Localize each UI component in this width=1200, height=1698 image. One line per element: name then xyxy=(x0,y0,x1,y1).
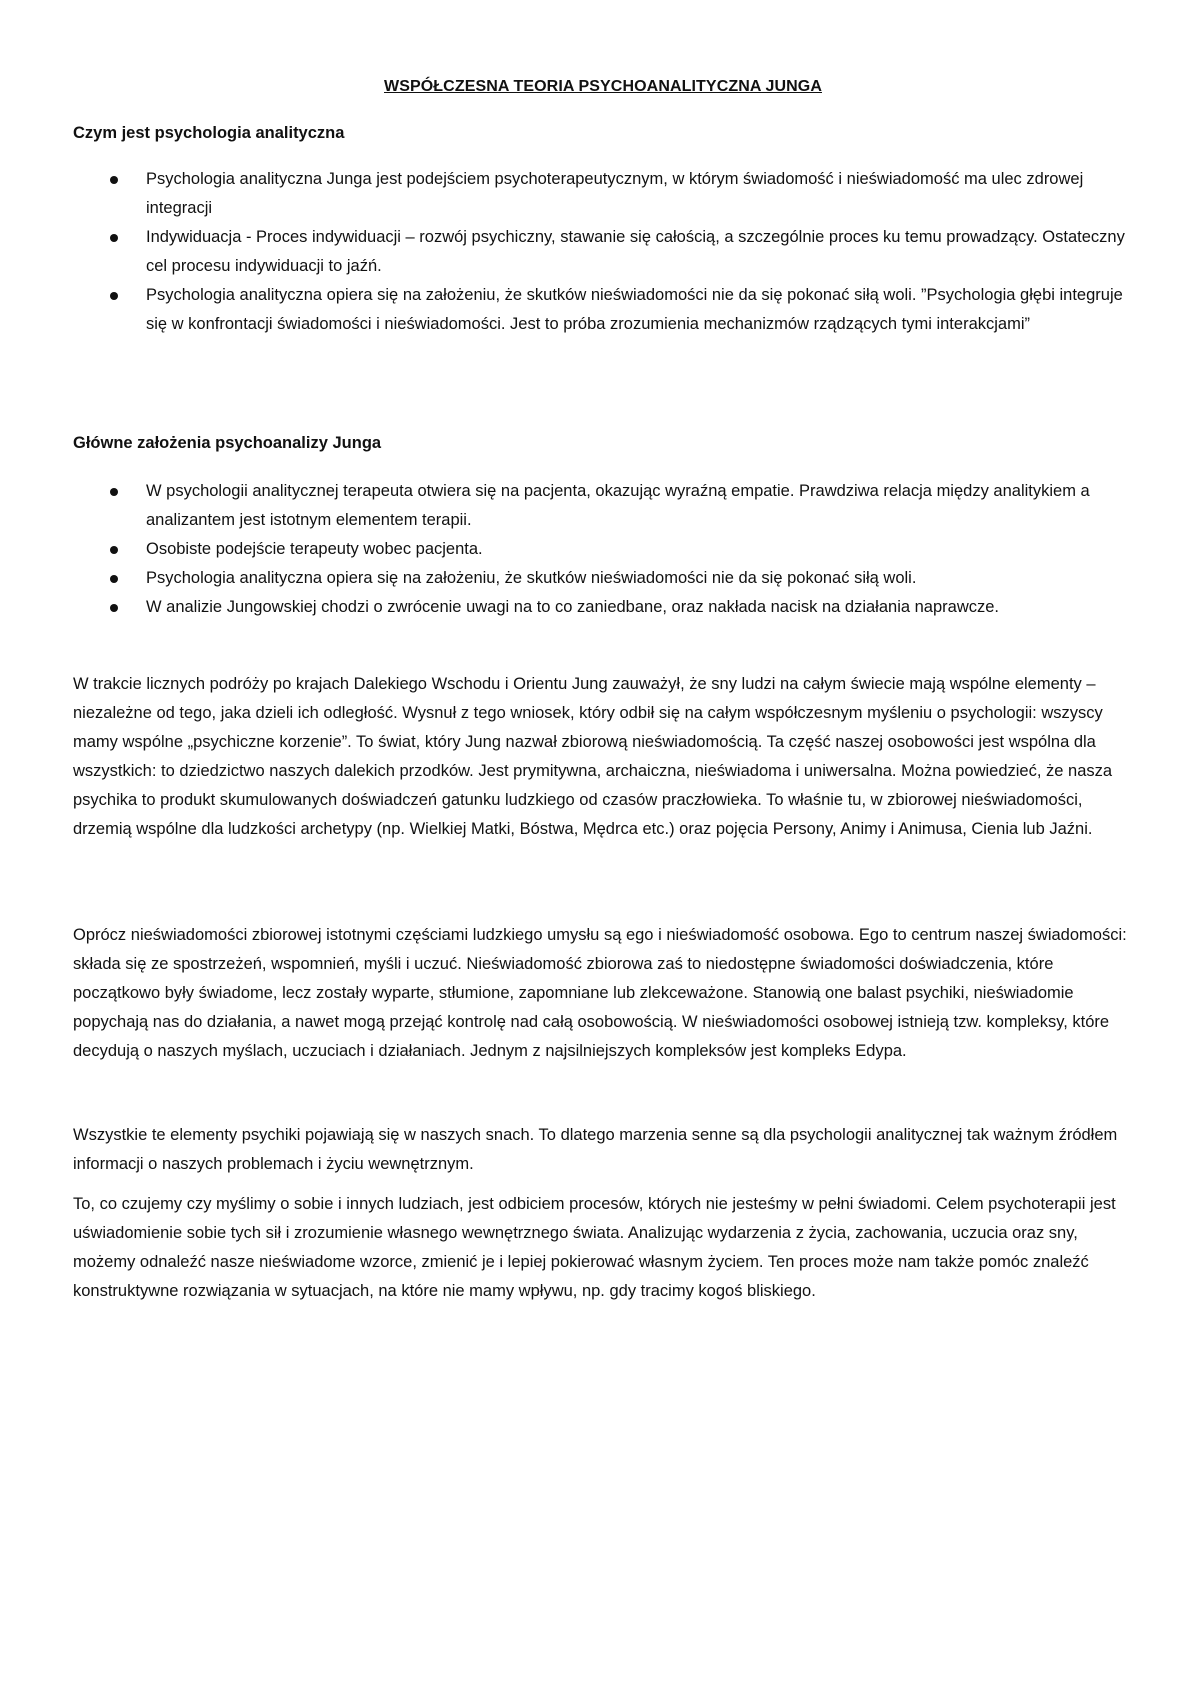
list-item xyxy=(73,564,1133,593)
bullet-icon xyxy=(110,488,118,496)
body-paragraph: W trakcie licznych podróży po krajach Dalekiego Wschodu i Orientu Jung zauważył, że sny ludzi na całym świecie mają wspólne elementy – niezależne od tego, jaka dzieli ich odległość. Wysnuł z tego wniosek, który odbił się na całym współczesnym myśleniu o psychologii: wszyscy mamy wspólne „psychiczne korzenie”. To świat, który Jung nazwał zbiorową nieświadomością. Ta część naszej osobowości jest wspólna dla wszystkich: to dziedzictwo naszych dalekich przodków. Jest prymitywna, archaiczna, nieświadoma i uniwersalna. Można powiedzieć, że nasza psychika to produkt skumulowanych doświadczeń gatunku ludzkiego od czasów praczłowieka. To właśnie tu, w zbiorowej nieświadomości, drzemią wspólne dla ludzkości archetypy (np. Wielkiej Matki, Bóstwa, Mędrca etc.) oraz pojęcia Persony, Animy i Animusa, Cienia lub Jaźni. xyxy=(73,675,1113,838)
document-title: WSPÓŁCZESNA TEORIA PSYCHOANALITYCZNA JUNGA xyxy=(384,78,822,95)
body-paragraph: To, co czujemy czy myślimy o sobie i innych ludziach, jest odbiciem procesów, których nie jesteśmy w pełni świadomi. Celem psychoterapii jest uświadomienie sobie tych sił i zrozumienie własnego wewnętrznego świata. Analizując wydarzenia z życia, zachowania, uczucia oraz sny, możemy odnaleźć nasze nieświadome wzorce, zmienić je i lepiej pokierować własnym życiem. Ten proces może nam także pomóc znaleźć konstruktywne rozwiązania w sytuacjach, na które nie mamy wpływu, np. gdy tracimy kogoś bliskiego. xyxy=(73,1195,1116,1300)
bullet-list-main-assumptions xyxy=(73,477,1133,622)
bullet-icon xyxy=(110,176,118,184)
list-item-text: Psychologia analityczna opiera się na założeniu, że skutków nieświadomości nie da się pokonać siłą woli. xyxy=(146,569,917,587)
list-item-text: Indywiduacja - Proces indywiduacji – rozwój psychiczny, stawanie się całością, a szczególnie proces ku temu prowadzący. Ostateczny cel procesu indywiduacji to jaźń. xyxy=(146,228,1125,275)
list-item xyxy=(73,281,1133,339)
section-heading-main-assumptions: Główne założenia psychoanalizy Junga xyxy=(73,434,382,452)
list-item xyxy=(73,535,1133,564)
list-item xyxy=(73,223,1133,281)
bullet-icon xyxy=(110,546,118,554)
body-paragraph: Wszystkie te elementy psychiki pojawiają się w naszych snach. To dlatego marzenia senne są dla psychologii analitycznej tak ważnym źródłem informacji o naszych problemach i życiu wewnętrznym. xyxy=(73,1126,1118,1173)
list-item xyxy=(73,593,1133,622)
bullet-icon xyxy=(110,234,118,242)
bullet-icon xyxy=(110,575,118,583)
list-item xyxy=(73,165,1133,223)
bullet-icon xyxy=(110,292,118,300)
list-item-text: Osobiste podejście terapeuty wobec pacjenta. xyxy=(146,540,483,558)
list-item-text: Psychologia analityczna opiera się na założeniu, że skutków nieświadomości nie da się pokonać siłą woli. ”Psychologia głębi integruje się w konfrontacji świadomości i nieświadomości. Jest to próba zrozumienia mechanizmów rządzących tymi interakcjami” xyxy=(146,286,1123,333)
bullet-list-what-is xyxy=(73,165,1133,339)
bullet-icon xyxy=(110,604,118,612)
section-heading-what-is: Czym jest psychologia analityczna xyxy=(73,124,345,142)
body-paragraph: Oprócz nieświadomości zbiorowej istotnymi częściami ludzkiego umysłu są ego i nieświadomość osobowa. Ego to centrum naszej świadomości: składa się ze spostrzeżeń, wspomnień, myśli i uczuć. Nieświadomość zbiorowa zaś to niedostępne świadomości doświadczenia, które początkowo były świadome, lecz zostały wyparte, stłumione, zapomniane lub zlekceważone. Stanowią one balast psychiki, nieświadomie popychają nas do działania, a nawet mogą przejąć kontrolę nad całą osobowością. W nieświadomości osobowej istnieją tzw. kompleksy, które decydują o naszych myślach, uczuciach i działaniach. Jednym z najsilniejszych kompleksów jest kompleks Edypa. xyxy=(73,926,1127,1060)
list-item-text: Psychologia analityczna Junga jest podejściem psychoterapeutycznym, w którym świadomość i nieświadomość ma ulec zdrowej integracji xyxy=(146,170,1084,217)
list-item-text: W analizie Jungowskiej chodzi o zwrócenie uwagi na to co zaniedbane, oraz nakłada nacisk na działania naprawcze. xyxy=(146,598,999,616)
list-item xyxy=(73,477,1133,535)
list-item-text: W psychologii analitycznej terapeuta otwiera się na pacjenta, okazując wyraźną empatie. Prawdziwa relacja między analitykiem a analizantem jest istotnym elementem terapii. xyxy=(146,482,1090,529)
